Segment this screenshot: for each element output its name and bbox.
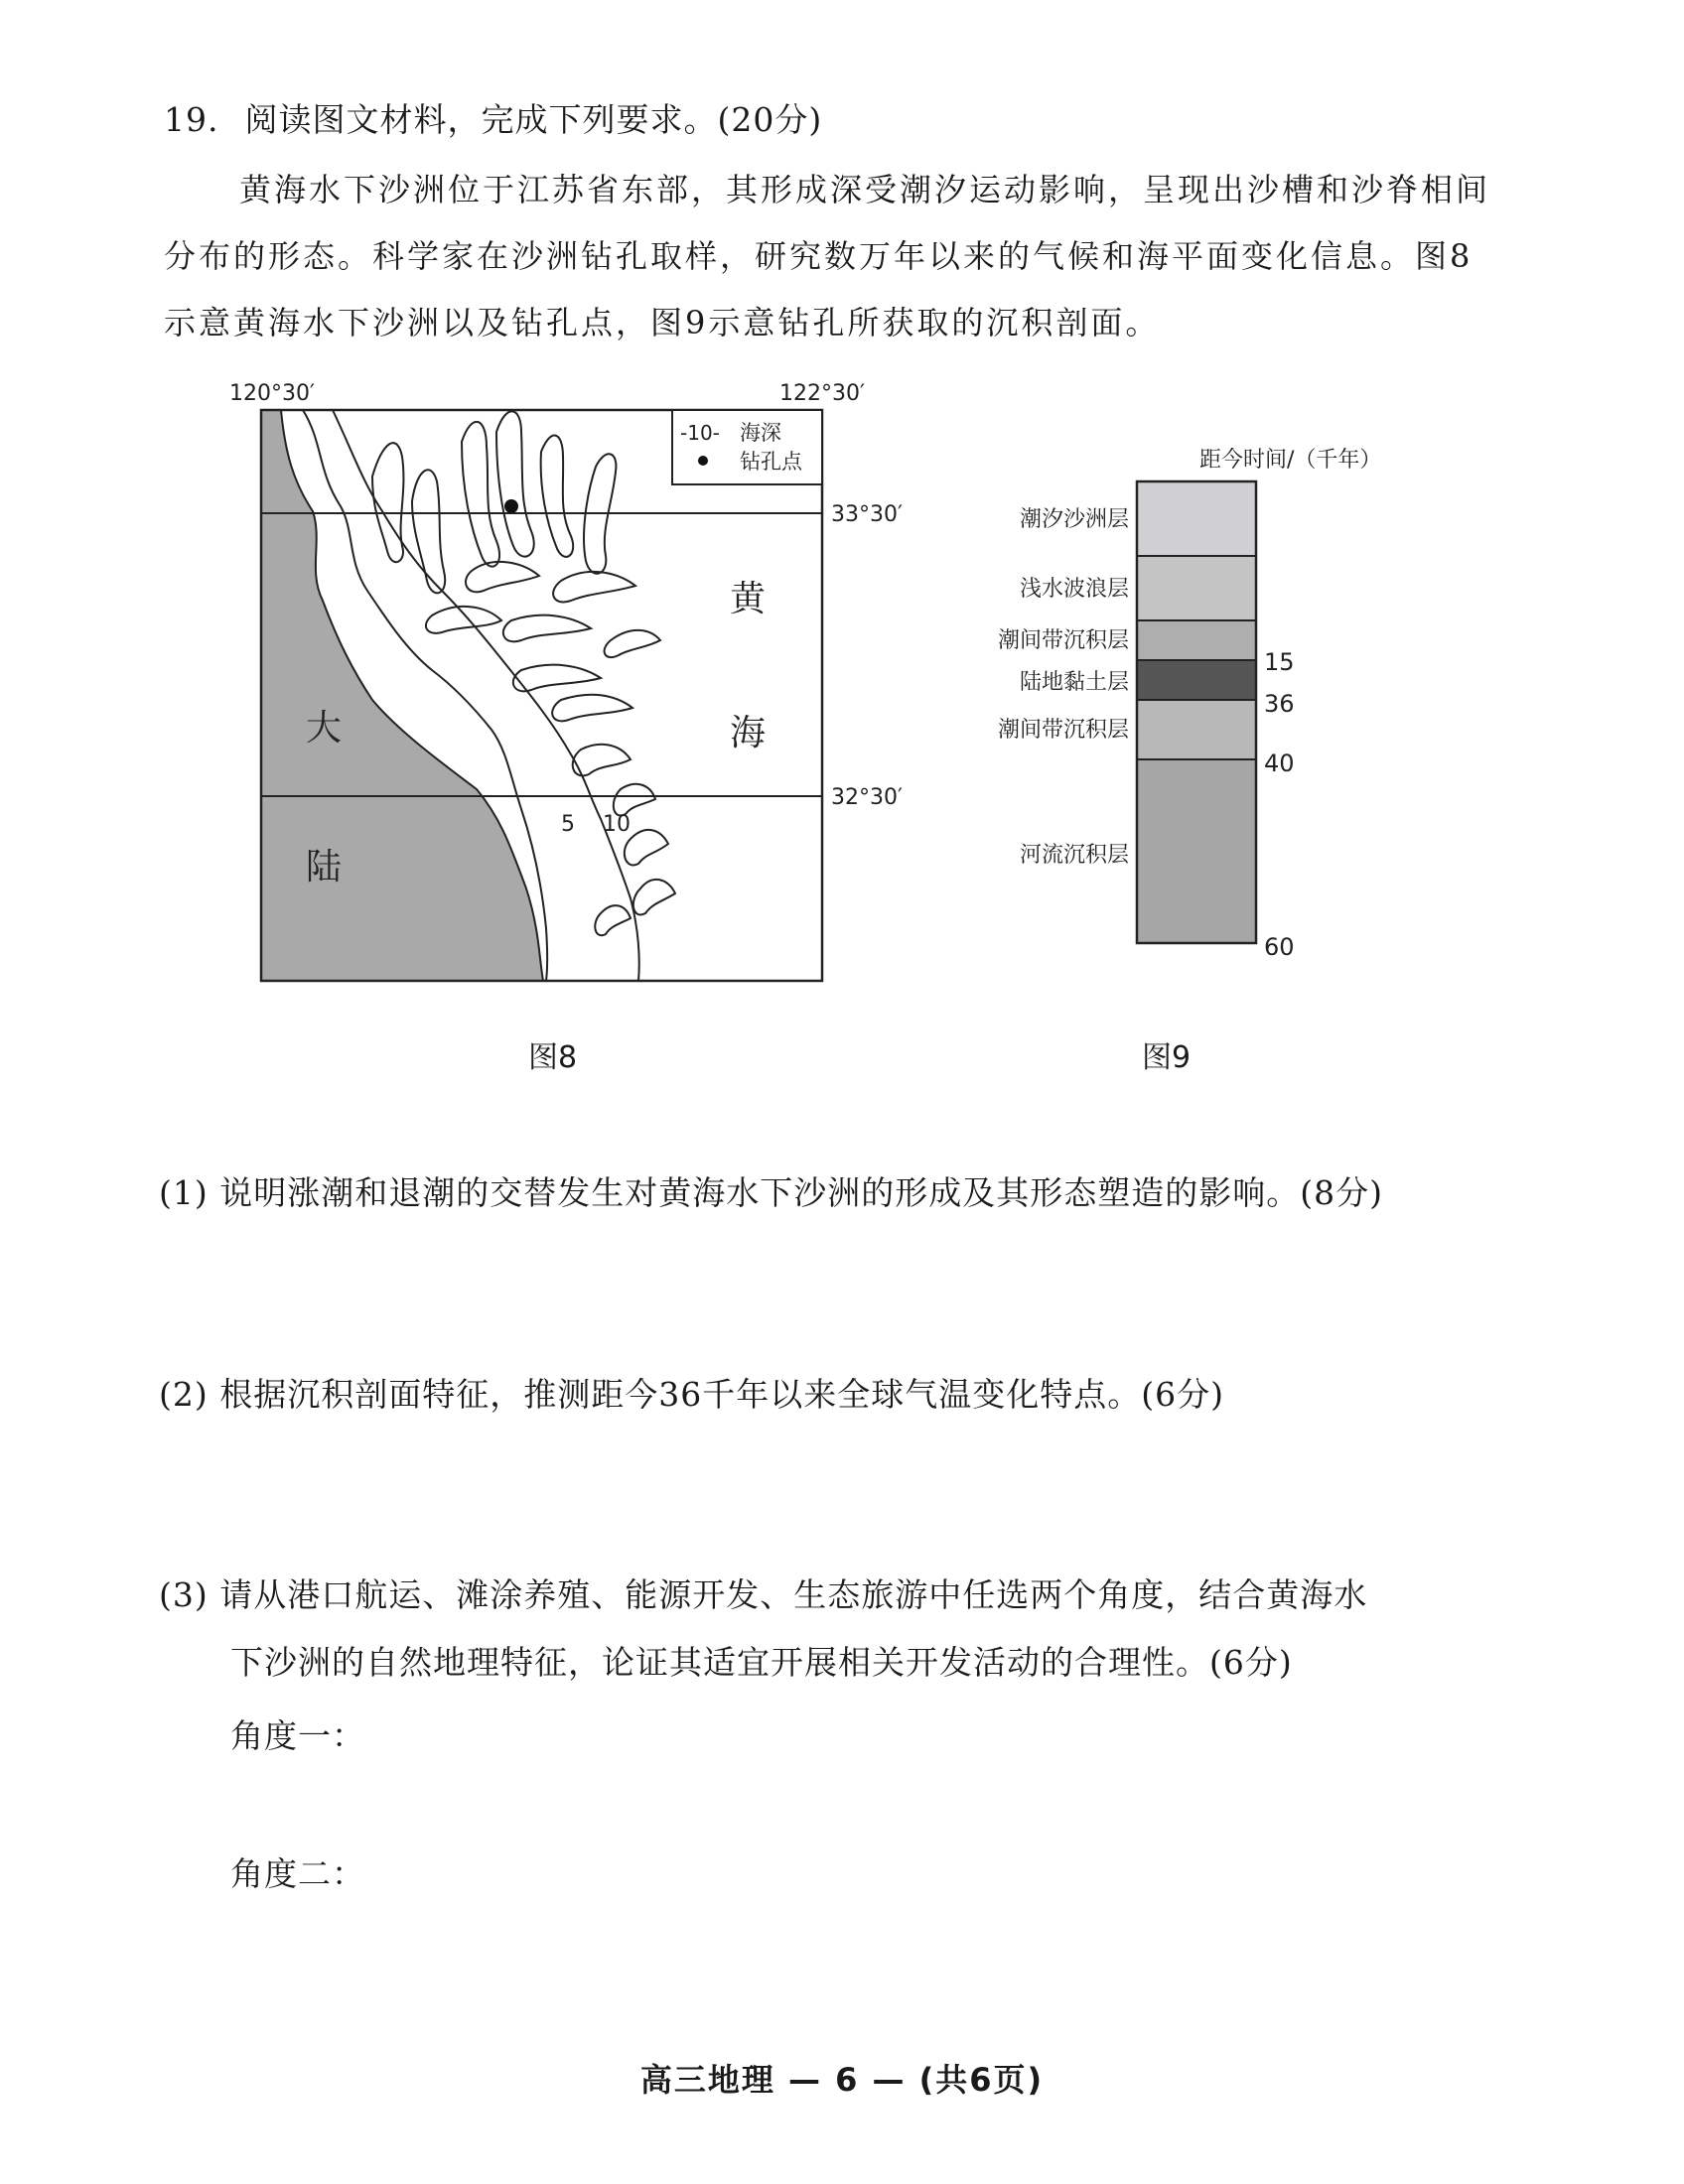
legend-depth-label: 海深: [740, 421, 781, 445]
lon-right-label: 122°30′: [779, 381, 865, 406]
layer-shallow-wave: [1137, 556, 1256, 620]
drill-point-marker: [504, 499, 518, 513]
figure-9-column: [968, 437, 1435, 973]
question-number: 19.: [164, 100, 219, 139]
lon-left-label: 120°30′: [229, 381, 315, 406]
layer-intertidal-upper: [1137, 620, 1256, 660]
answer-angle-1: 角度一：: [230, 1716, 365, 1755]
layer-tidal-sandbar: [1137, 481, 1256, 556]
layer-label-land-clay: 陆地黏土层: [1019, 670, 1129, 695]
contour-value-10: 10: [603, 812, 631, 837]
layer-label-tidal-sandbar: 潮汐沙洲层: [1019, 507, 1129, 532]
layer-label-shallow-wave: 浅水波浪层: [1019, 577, 1129, 602]
figure-9-caption: 图9: [1142, 1040, 1192, 1075]
layer-label-intertidal-lower: 潮间带沉积层: [997, 718, 1129, 743]
tick-36: 36: [1264, 690, 1295, 718]
tick-40: 40: [1264, 750, 1295, 777]
passage-text: 黄海水下沙洲位于江苏省东部，其形成深受潮汐运动影响，呈现出沙槽和沙脊相间分布的形态。科学家在沙洲钻孔取样，研究数万年以来的气候和海平面变化信息。图8示意黄海水下沙洲以及钻孔点，图9示意钻孔所获取的沉积剖面。: [164, 171, 1491, 341]
answer-angle-2: 角度二：: [230, 1854, 365, 1893]
page-footer: 高三地理 — 6 — (共6页): [639, 2061, 1045, 2099]
layer-label-intertidal-upper: 潮间带沉积层: [997, 628, 1129, 653]
tick-15: 15: [1264, 648, 1295, 676]
sea-label-huang: 黄: [730, 579, 767, 619]
subquestion-2: (2) 根据沉积剖面特征，推测距今36千年以来全球气温变化特点。(6分): [159, 1375, 1224, 1414]
subquestion-1: (1) 说明涨潮和退潮的交替发生对黄海水下沙洲的形成及其形态塑造的影响。(8分): [159, 1173, 1383, 1212]
land-label-da: 大: [306, 708, 343, 749]
layer-intertidal-lower: [1137, 700, 1256, 759]
subquestion-3-line-1: (3) 请从港口航运、滩涂养殖、能源开发、生态旅游中任选两个角度，结合黄海水: [159, 1575, 1368, 1614]
legend-drill-label: 钻孔点: [740, 450, 802, 474]
layer-label-river: 河流沉积层: [1019, 843, 1129, 868]
subquestion-3-line-2: 下沙洲的自然地理特征，论证其适宜开展相关开发活动的合理性。(6分): [230, 1643, 1293, 1682]
question-passage: [164, 157, 1494, 356]
tick-60: 60: [1264, 933, 1295, 961]
layer-river: [1137, 759, 1256, 943]
sea-label-hai: 海: [730, 713, 767, 753]
column-axis-title: 距今时间/（千年）: [1199, 448, 1382, 473]
contour-value-5: 5: [561, 812, 575, 837]
question-title: [164, 94, 822, 141]
legend-depth-symbol: -10-: [680, 421, 720, 445]
question-instruction: 阅读图文材料，完成下列要求。(20分): [244, 100, 823, 139]
lat-bottom-label: 32°30′: [831, 785, 903, 810]
legend-drill-dot-icon: [698, 456, 708, 466]
figure-8-caption: 图8: [528, 1040, 578, 1075]
figure-8-map: [223, 372, 938, 1008]
land-label-lu: 陆: [306, 847, 343, 887]
lat-top-label: 33°30′: [831, 502, 903, 527]
layer-land-clay: [1137, 660, 1256, 700]
